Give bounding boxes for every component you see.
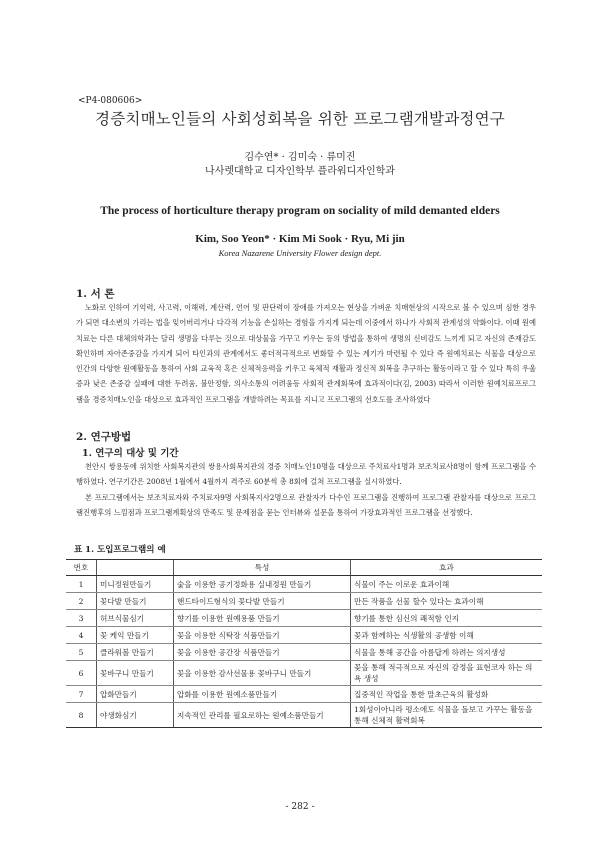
authors-english: Kim, Soo Yeon* · Kim Mi Sook · Ryu, Mi jin (195, 233, 405, 245)
program-table (66, 559, 542, 728)
table-header-row (66, 560, 542, 576)
row-feature: 꽃을 이용한 감사선물용 꽃바구니 만들기 (174, 661, 351, 686)
row-effect: 만든 작품을 선물 할수 있다는 효과이해 (351, 593, 543, 610)
method-heading: 2. 연구방법 (76, 431, 132, 443)
row-feature: 압화를 이용한 원예소품만들기 (174, 686, 351, 703)
row-program-name: 압화만들기 (97, 686, 174, 703)
row-number: 5 (66, 644, 97, 661)
row-program-name: 클라워볼 만들기 (97, 644, 174, 661)
intro-paragraph: 노화로 인하여 기억력, 사고력, 이해력, 계산력, 언어 및 판단력이 장애를 가져오는 현상을 가벼운 치매현상의 시작으로 볼 수 있으며 심한 경우가 되면 대소변의 가리는 법을 잊어버리거나 다각적 기능을 손실하는 경험을 가지게 되는데 이중에서 하나가 사회적 관계성의 약화이다. 이때 원예치료는 다른 대체의학과는 달리 생명을 다루는 것으로 대상물을 가꾸고 키우는 등의 방법을 통하여 생명의 신비감도 느끼게 되고 자신의 존재감도 확인하며 자아존중감을 가지게 되어 타인과의 관계에서도 좋더적극적으로 변화할 수 있는 계기가 마련될 수 있다 즉 원예치료는 식물을 대상으로 인간의 다양한 원예활동을 통하여 사회 교육적 혹은 신체적응력을 키우고 육체적 재활과 정신적 회복을 추구하는 활동이라고 할 수 있다 특히 우울증과 낮은 존중감 실패에 대한 두려움, 불안정함, 의사소통의 어려움등 사회적 관계회복에 효과적이다(김, 2003) 따라서 이러한 원예치료프로그램을 경증치매노인을 대상으로 효과적인 프로그램을 개발하려는 목표를 지니고 프로그램의 선호도를 조사하였다 (76, 303, 536, 404)
affiliation-english: Korea Nazarene University Flower design dept. (218, 248, 382, 258)
row-program-name: 꽃다발 만들기 (97, 593, 174, 610)
method-subheading: 1. 연구의 대상 및 기간 (82, 448, 179, 459)
row-effect: 1회성이아니라 평소에도 식물을 돌보고 가꾸는 활동을 통해 신체적 활력회복 (351, 703, 543, 728)
row-feature: 꽃을 이용한 식탁장 식품만들기 (174, 627, 351, 644)
row-program-name: 미니정원만들기 (97, 576, 174, 593)
table-row (66, 593, 542, 610)
header-effect: 효과 (351, 560, 543, 576)
row-number: 3 (66, 610, 97, 627)
header-name (97, 560, 174, 576)
row-feature: 꽃을 이용한 공간장 식품만들기 (174, 644, 351, 661)
table-row (66, 703, 542, 728)
row-number: 7 (66, 686, 97, 703)
row-feature: 숯을 이용한 공기정화용 실내정원 만들기 (174, 576, 351, 593)
method-paragraph-1: 천안시 쌍용동에 위치한 사회복지관의 쌍용사회복지관의 경증 치매노인10명을 대상으로 주치료사1명과 보조치료사8명이 함께 프로그램을 수행하였다. 연구기간은 2008년 1월에서 4월까지 격주로 60분씩 총 8회에 걸쳐 프로그램을 실시하였다. (76, 462, 536, 487)
title-korean: 경증치매노인들의 사회성회복을 위한 프로그램개발과정연구 (95, 110, 505, 128)
page-number: - 282 - (285, 802, 315, 812)
table-caption: 표 1. 도입프로그램의 예 (74, 545, 166, 555)
intro-heading: 1. 서 론 (76, 288, 115, 300)
affiliation-korean: 나사렛대학교 디자인학부 플라워디자인학과 (205, 166, 395, 177)
table-row (66, 610, 542, 627)
row-feature: 핸드타이드형식의 꽃다발 만들기 (174, 593, 351, 610)
row-feature: 향기를 이용한 원예용품 만들기 (174, 610, 351, 627)
row-effect: 식물이 주는 이로운 효과이해 (351, 576, 543, 593)
row-program-name: 꽃 케익 만들기 (97, 627, 174, 644)
title-english: The process of horticulture therapy program on sociality of mild demanted elders (100, 205, 500, 217)
row-effect: 집중적인 작업을 통한 말초근육의 활성화 (351, 686, 543, 703)
row-number: 6 (66, 661, 97, 686)
table-row (66, 627, 542, 644)
row-number: 4 (66, 627, 97, 644)
table-row (66, 686, 542, 703)
header-feature: 특성 (174, 560, 351, 576)
row-effect: 꽃을 통해 적극적으로 자신의 감정을 표현코자 하는 의욕 생성 (351, 661, 543, 686)
row-program-name: 꽃바구니 만들기 (97, 661, 174, 686)
table-row (66, 644, 542, 661)
row-effect: 식물을 통해 공간을 아름답게 하려는 의지생성 (351, 644, 543, 661)
method-paragraph-2: 본 프로그램에서는 보조치료자와 주치료자9명 사회복지사2명으로 관찰자가 다수인 프로그램을 진행하여 프로그램 관찰자를 대상으로 프로그램진행후의 느낌점과 프로그램계획상의 만족도 및 문제점을 묻는 인터뷰와 설문을 통하여 가장효과적인 프로그램을 선정했다. (76, 493, 536, 518)
row-effect: 꽃과 함께하는 식생활의 공생함 이해 (351, 627, 543, 644)
authors-korean: 김수연* · 김미숙 · 류미진 (244, 152, 356, 163)
row-number: 1 (66, 576, 97, 593)
table-row (66, 576, 542, 593)
table-row (66, 661, 542, 686)
header-number: 번호 (66, 560, 97, 576)
row-feature: 지속적인 관리를 필요로하는 원예소품만들기 (174, 703, 351, 728)
row-number: 2 (66, 593, 97, 610)
row-effect: 향기를 통한 심신의 쾌적함 인지 (351, 610, 543, 627)
row-program-name: 야생화심기 (97, 703, 174, 728)
row-number: 8 (66, 703, 97, 728)
paper-code: <P4-080606> (78, 96, 143, 106)
row-program-name: 허브식물심기 (97, 610, 174, 627)
